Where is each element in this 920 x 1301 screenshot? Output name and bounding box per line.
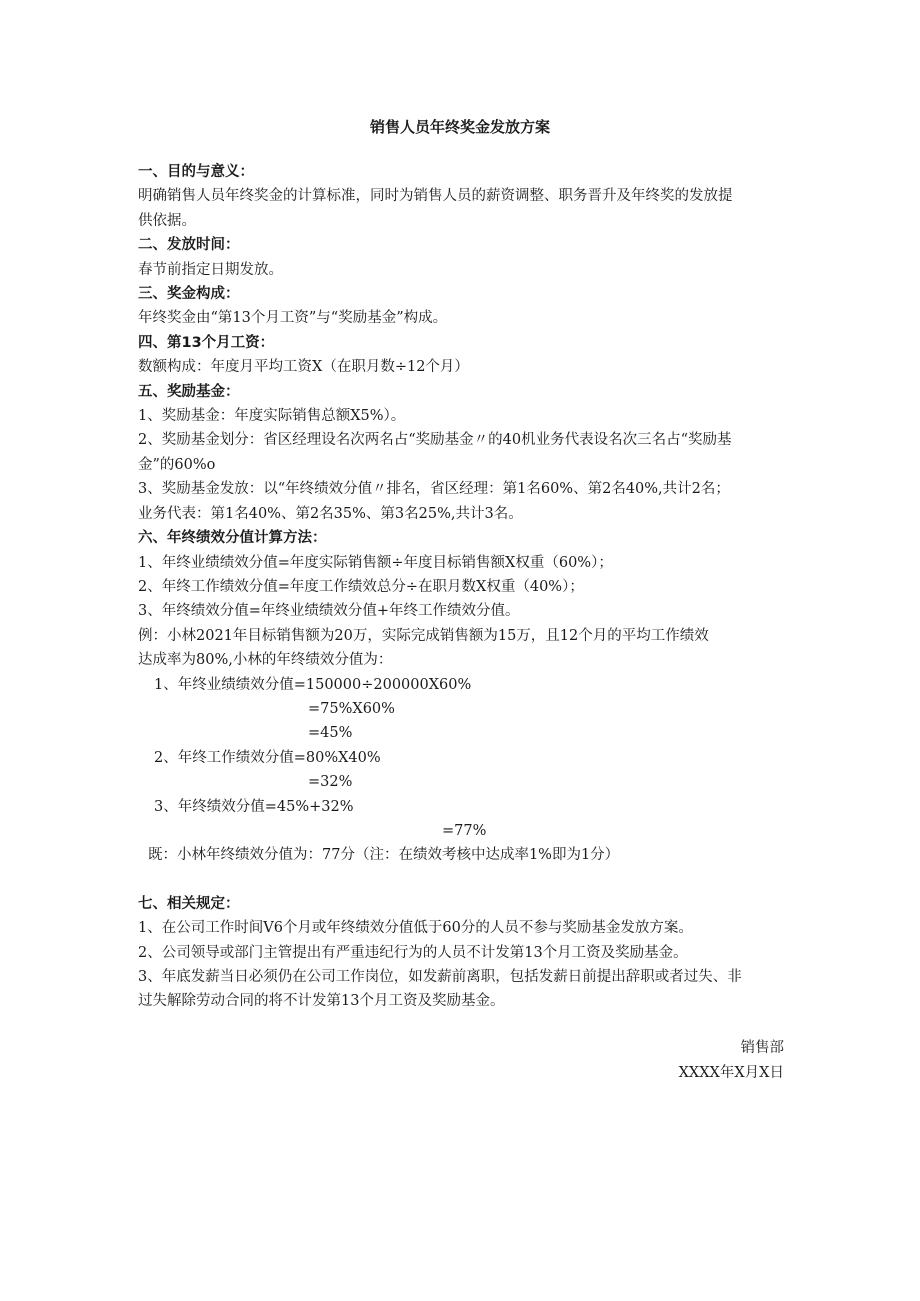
calculation-line: 2、年终工作绩效分值=80%X40% — [154, 749, 381, 766]
section-heading: 三、奖金构成： — [138, 286, 240, 303]
paragraph-line: 金”的60%o — [138, 456, 216, 473]
paragraph-line: 3、奖励基金发放：以“年终绩效分值〃排名，省区经理：第1名60%、第2名40%,共计2名； — [138, 481, 730, 498]
paragraph-line: 春节前指定日期发放。 — [138, 261, 283, 278]
paragraph-line: 年终奖金由“第13个月工资”与“奖励基金”构成。 — [138, 310, 448, 327]
calculation-line: =45% — [308, 725, 353, 742]
calculation-conclusion: 既：小林年终绩效分值为：77分（注：在绩效考核中达成率1%即为1分） — [148, 847, 620, 864]
signature-date: XXXX年X月X日 — [678, 1065, 784, 1081]
document-title: 销售人员年终奖金发放方案 — [369, 118, 550, 136]
section-heading: 七、相关规定： — [138, 895, 240, 912]
paragraph-line: 3、年终绩效分值=年终业绩绩效分值+年终工作绩效分值。 — [138, 603, 520, 620]
calculation-line: =77% — [442, 822, 487, 839]
paragraph-line: 1、奖励基金：年度实际销售总额X5%）。 — [138, 408, 406, 425]
section-heading: 一、目的与意义： — [138, 164, 254, 180]
section-heading: 五、奖励基金： — [138, 383, 240, 400]
paragraph-line: 1、在公司工作时间V6个月或年终绩效分值低于60分的人员不参与奖励基金发放方案。 — [138, 920, 693, 937]
paragraph-line: 2、年终工作绩效分值=年度工作绩效总分÷在职月数X权重（40%）； — [138, 578, 584, 595]
calculation-line: =75%X60% — [308, 700, 395, 717]
paragraph-line: 数额构成：年度月平均工资X（在职月数÷12个月） — [138, 359, 469, 376]
spacer — [138, 868, 784, 892]
calculation-line: 3、年终绩效分值=45%+32% — [154, 798, 354, 815]
section-heading: 四、第13个月工资： — [138, 334, 275, 351]
paragraph-line: 1、年终业绩绩效分值=年度实际销售额÷年度目标销售额X权重（60%）； — [138, 554, 613, 571]
paragraph-line: 供依据。 — [138, 212, 196, 229]
section-heading: 二、发放时间： — [138, 237, 240, 254]
signature-department: 销售部 — [740, 1040, 784, 1056]
section-heading: 六、年终绩效分值计算方法： — [138, 530, 327, 547]
calculation-line: =32% — [308, 774, 353, 791]
paragraph-line: 3、年底发薪当日必须仍在公司工作岗位，如发薪前离职，包括发薪日前提出辞职或者过失、非 — [138, 969, 742, 985]
paragraph-line: 达成率为80%,小林的年终绩效分值为： — [138, 652, 393, 669]
paragraph-line: 过失解除劳动合同的将不计发第13个月工资及奖励基金。 — [138, 993, 505, 1010]
paragraph-line: 例：小林2021年目标销售额为20万，实际完成销售额为15万，且12个月的平均工作绩效 — [138, 627, 709, 644]
paragraph-line: 2、公司领导或部门主管提出有严重违纪行为的人员不计发第13个月工资及奖励基金。 — [138, 944, 688, 961]
calculation-line: 1、年终业绩绩效分值=150000÷200000X60% — [154, 676, 472, 693]
document-body — [138, 160, 784, 1014]
paragraph-line: 明确销售人员年终奖金的计算标准，同时为销售人员的薪资调整、职务晋升及年终奖的发放提 — [138, 188, 733, 205]
paragraph-line: 2、奖励基金划分：省区经理设名次两名占“奖励基金〃的40机业务代表设名次三名占“奖励基 — [138, 432, 732, 449]
paragraph-line: 业务代表：第1名40%、第2名35%、第3名25%,共计3名。 — [138, 505, 523, 522]
